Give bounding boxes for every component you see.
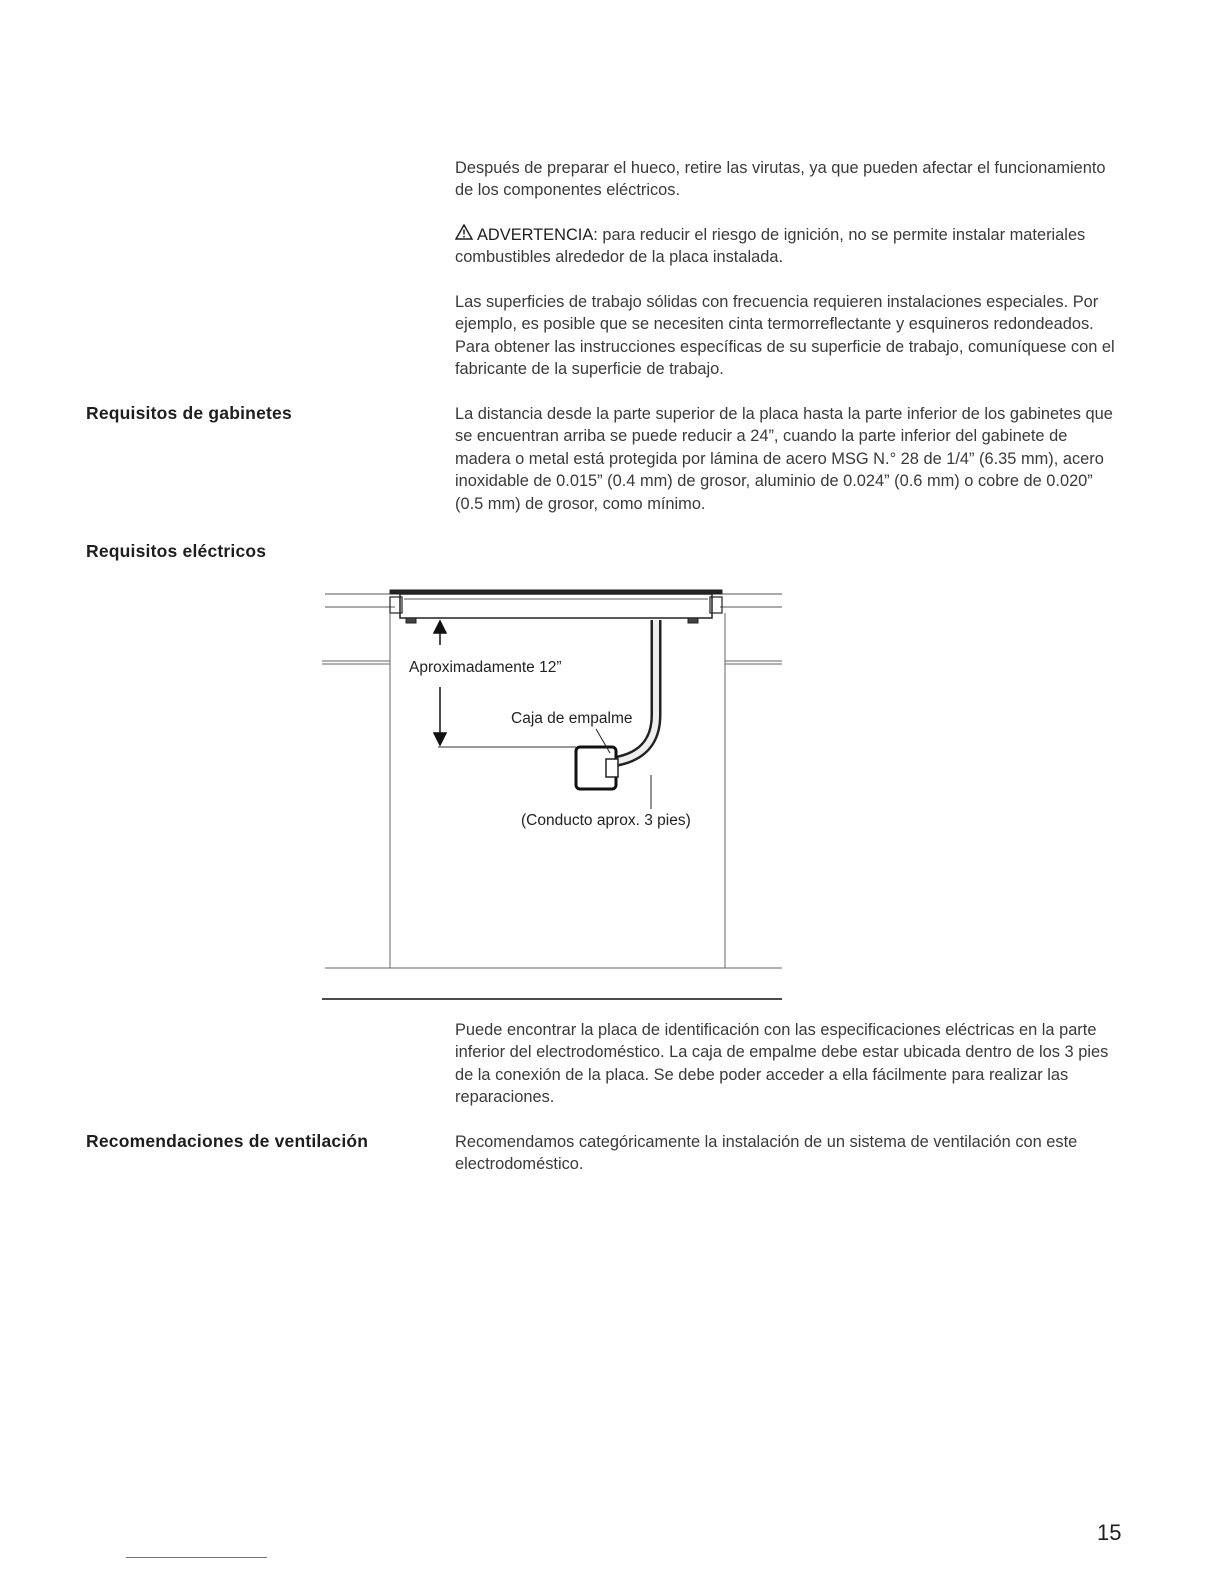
dimension-arrow	[434, 621, 446, 745]
page-number: 15	[1097, 1520, 1122, 1545]
conduit-label: (Conducto aprox. 3 pies)	[521, 812, 691, 829]
cooktop	[390, 590, 722, 623]
distance-label: Aproximadamente 12”	[409, 659, 562, 676]
cabinet-paragraph: La distancia desde la parte superior de la placa hasta la parte inferior de los gabinetes que se encuentran arriba se puede reducir a 24”, cuando la parte inferior del gabinete de madera o metal está protegida por lámina de acero MSG N.° 28 de 1/4” (6.35 mm), acero inoxidable de 0.015” (0.4 mm) de grosor, aluminio de 0.024” (0.6 mm) o cobre de 0.020” (0.5 mm) de grosor, como mínimo.	[455, 405, 1113, 513]
warning-paragraph	[455, 224, 1125, 269]
warning-label: ADVERTENCIA:	[477, 226, 598, 244]
intro-paragraph: Después de preparar el hueco, retire las virutas, ya que pueden afectar el funcionamiento de los componentes eléctricos.	[455, 159, 1106, 200]
heading-electrical-requirements: Requisitos eléctricos	[86, 541, 267, 561]
installation-diagram	[300, 575, 790, 1005]
junction-box-label: Caja de empalme	[511, 710, 633, 727]
ventilation-paragraph: Recomendamos categóricamente la instalación de un sistema de ventilación con este electrodoméstico.	[455, 1133, 1078, 1174]
heading-cabinet-requirements: Requisitos de gabinetes	[86, 403, 292, 423]
footer-rule	[126, 1557, 267, 1558]
warning-text: para reducir el riesgo de ignición, no se permite instalar materiales combustibles alrededor de la placa instalada.	[455, 226, 1086, 267]
warning-triangle-icon	[455, 224, 473, 246]
electrical-paragraph: Puede encontrar la placa de identificación con las especificaciones eléctricas en la parte inferior del electrodoméstico. La caja de empalme debe estar ubicada dentro de los 3 pies de la conexión de la placa. Se debe poder acceder a ella fácilmente para realizar las reparaciones.	[455, 1021, 1109, 1107]
surface-paragraph: Las superficies de trabajo sólidas con frecuencia requieren instalaciones especiales. Por ejemplo, es posible que se necesiten cinta termorreflectante y esquineros redondeados. Para obtener las instrucciones específicas de su superficie de trabajo, comuníquese con el fabricante de la superficie de trabajo.	[455, 293, 1115, 379]
countertop	[325, 594, 782, 607]
heading-ventilation: Recomendaciones de ventilación	[86, 1131, 369, 1151]
